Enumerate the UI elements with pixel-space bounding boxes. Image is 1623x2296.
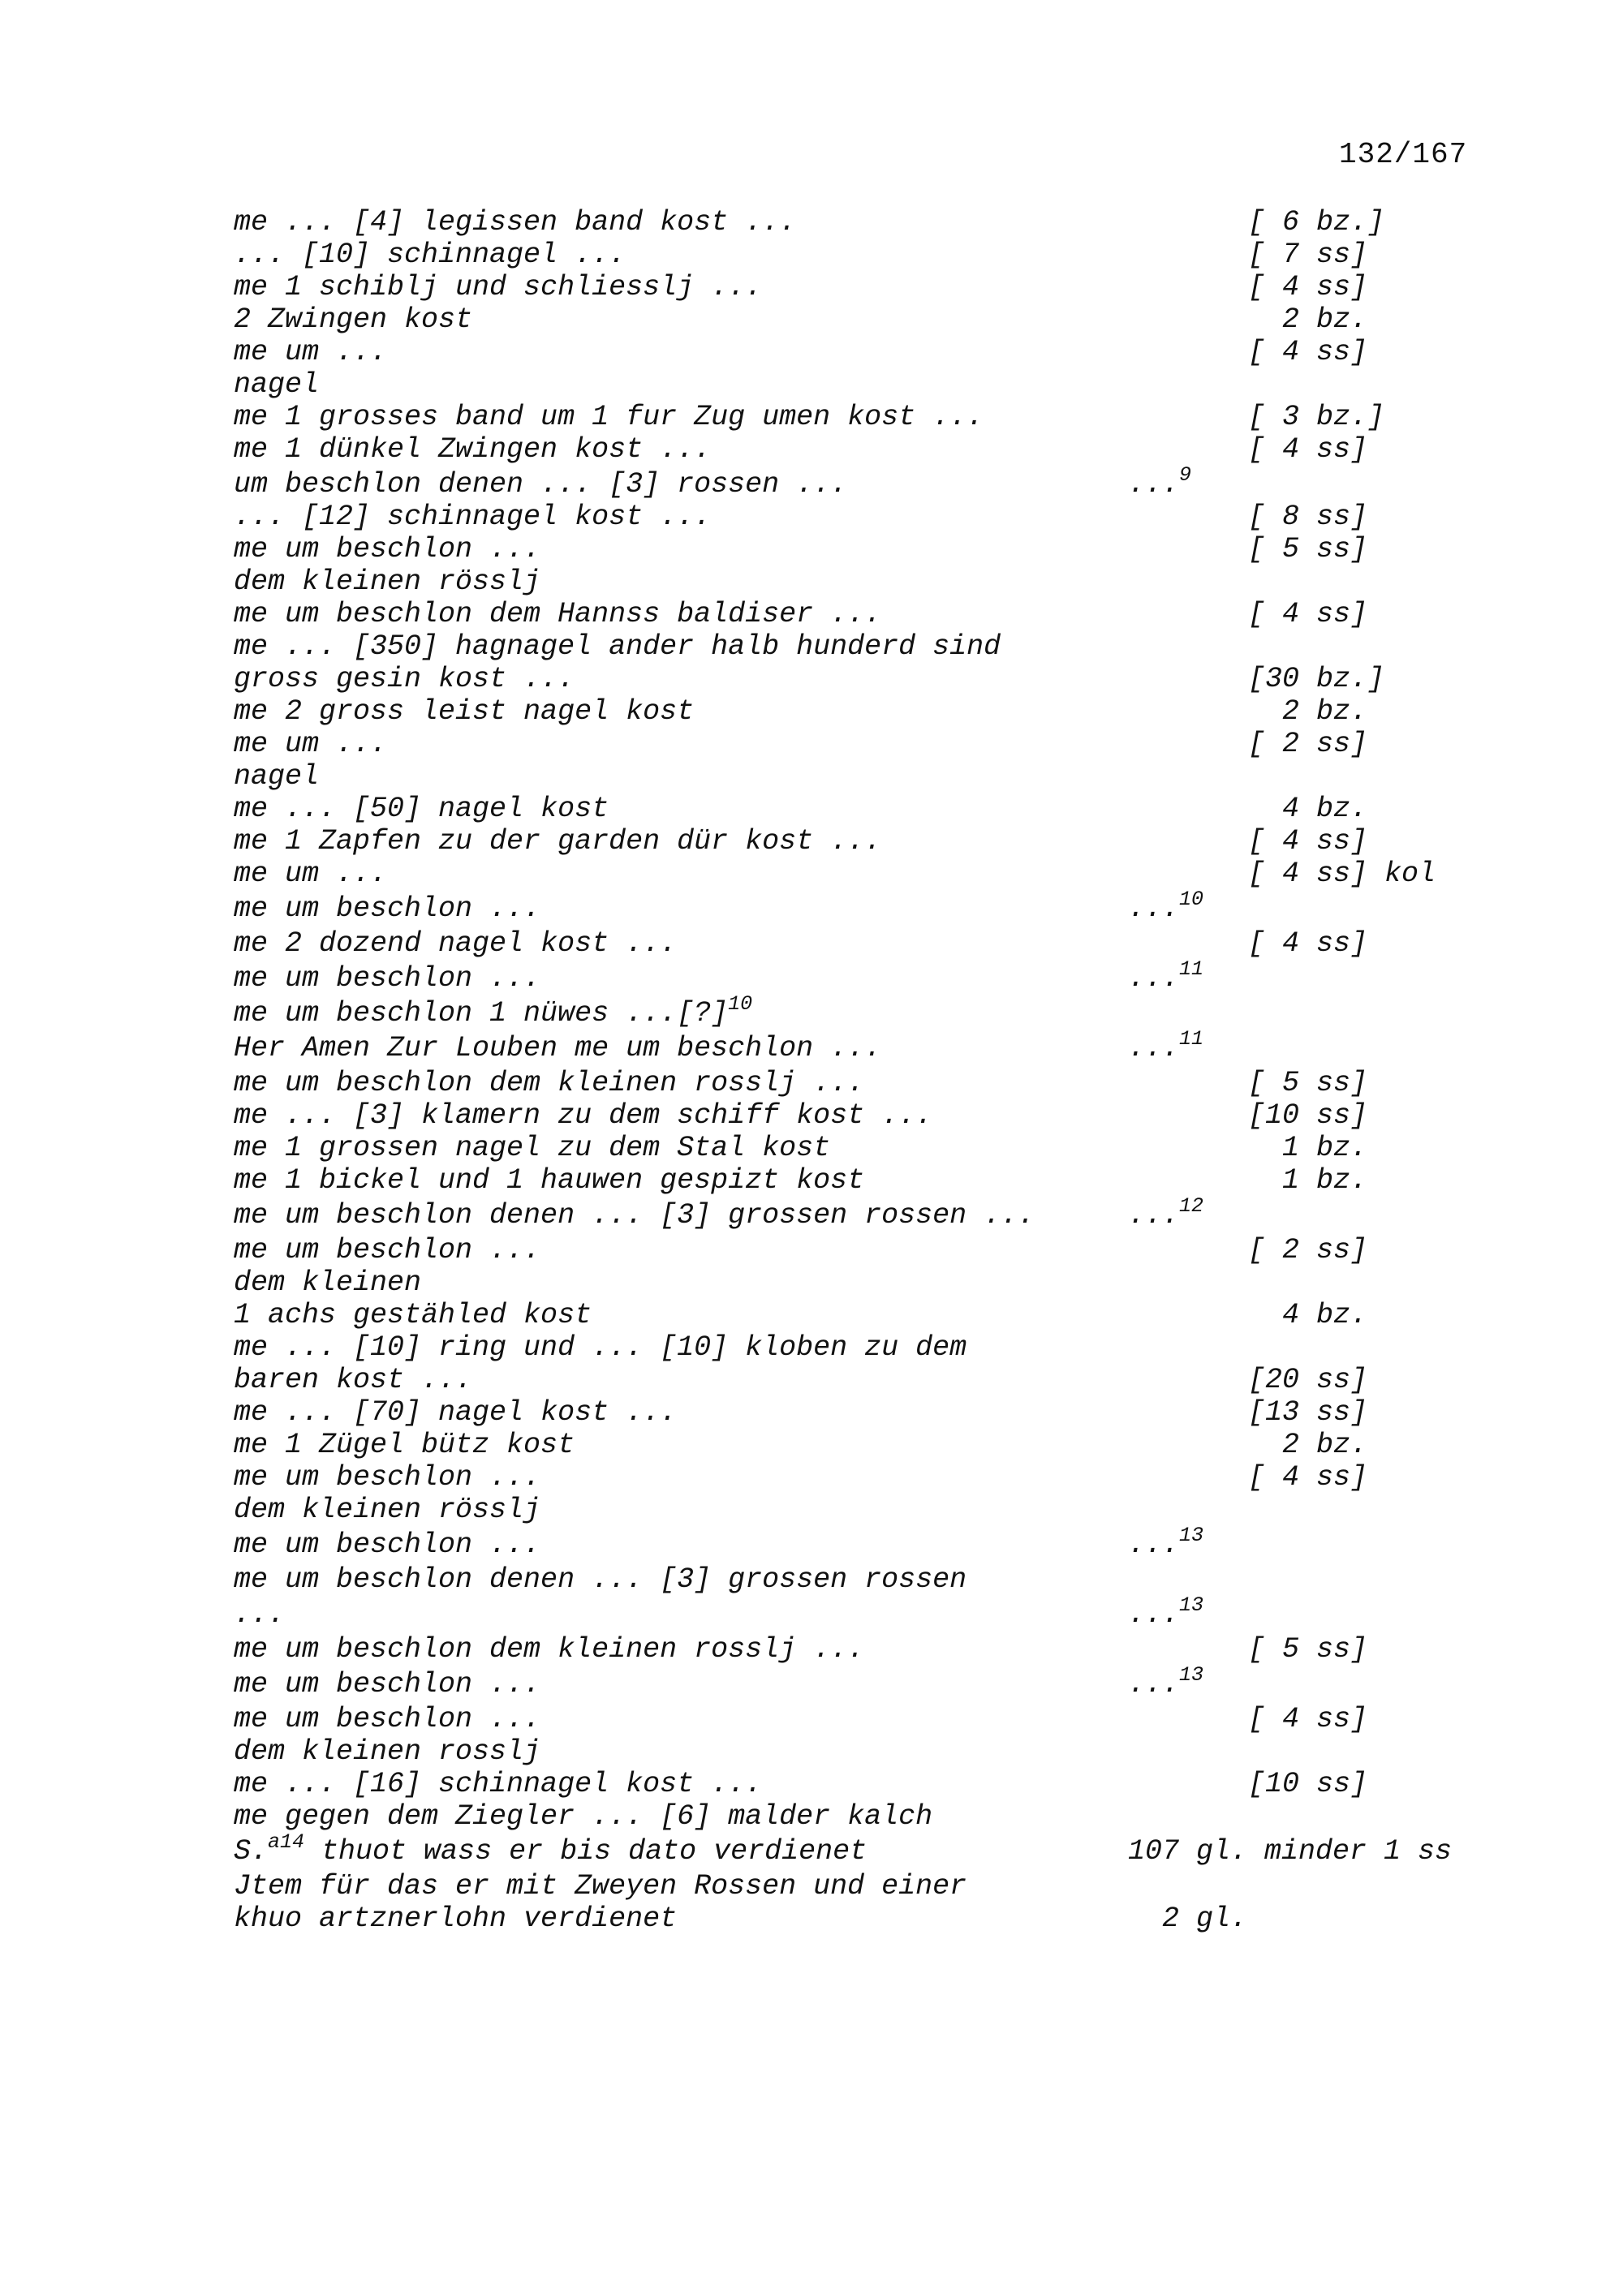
entry-description: me ... [350] hagnagel ander halb hunderd sind [234,630,1001,663]
entry-amount: 4 bz. [1248,793,1368,825]
entry-description: me ... [3] klamern zu dem schiff kost ... [234,1099,933,1132]
entry-text [234,401,984,433]
entry-amount: [ 4 ss] [1248,927,1368,960]
entry-text [234,271,762,303]
entry-description: me um beschlon dem kleinen rosslj ... [234,1067,865,1099]
entry-amount: [ 4 ss] [1248,825,1368,858]
entry-description: me ... [50] nagel kost [234,793,609,825]
entry-amount: [ 4 ss] [1248,1461,1368,1494]
entry-description: Her Amen Zur Louben me um beschlon ... [234,1032,882,1064]
entry-amount: [ 4 ss] [1248,433,1368,466]
entry-description: me 2 dozend nagel kost ... [234,927,678,960]
entry-description: me um ... [234,336,388,368]
entry-marker [1128,1524,1204,1561]
entry-text [234,1331,966,1364]
entry-amount: [ 8 ss] [1248,501,1368,533]
entry-amount: [ 4 ss] [1248,598,1368,630]
entry-text [234,760,319,793]
footnote-ref: 10 [728,992,753,1016]
entry-marker [1128,1903,1247,1935]
marker-text: ... [1128,468,1180,501]
entry-amount: [ 4 ss] [1248,1703,1368,1735]
footnote-ref: 10 [1179,888,1204,911]
entry-amount: [ 4 ss] kol [1248,858,1436,890]
entry-amount: [ 5 ss] [1248,1633,1368,1666]
entry-marker [1128,1027,1204,1064]
entry-text [234,1132,830,1164]
entry-description: me um beschlon ... [234,962,541,995]
entry-amount: [ 2 ss] [1248,1234,1368,1266]
entry-text [234,598,881,630]
entry-description: me um beschlon 1 nüwes ...[?] [234,997,729,1030]
entry-description: khuo artznerlohn verdienet [234,1903,678,1935]
entry-text [234,1364,472,1396]
entry-amount: [ 3 bz.] [1248,401,1385,433]
entry-text [234,892,540,925]
entry-description: me 1 Zügel bütz kost [234,1429,575,1461]
entry-description: ... [12] schinnagel kost ... [234,501,712,533]
entry-description: me um beschlon dem Hannss baldiser ... [234,598,882,630]
entry-text [234,630,1001,663]
entry-amount: [ 5 ss] [1248,533,1368,565]
page-number: 132/167 [1339,138,1468,171]
entry-prefix: S. [234,1835,269,1868]
entry-amount: [ 6 bz.] [1248,206,1385,239]
entry-description: me um beschlon ... [234,892,541,925]
entry-text [234,1164,864,1197]
entry-amount: [10 ss] [1248,1768,1368,1800]
entry-description: 1 achs gestähled kost [234,1299,592,1331]
entry-description: me ... [70] nagel kost ... [234,1396,678,1429]
entry-text [234,1668,540,1701]
entry-description: me um ... [234,728,388,760]
entry-text [234,1494,540,1526]
entry-text [234,663,575,695]
marker-text: ... [1128,1598,1180,1631]
entry-text [234,1768,762,1800]
entry-description: me um ... [234,858,388,890]
entry-text [234,825,881,858]
marker-text: ... [1128,1032,1180,1064]
entry-text [234,336,387,368]
entry-description: baren kost ... [234,1364,473,1396]
entry-text [234,1633,864,1666]
entry-text [234,695,694,728]
entry-amount: 2 bz. [1248,303,1368,336]
entry-text [234,728,387,760]
entry-text [234,1461,540,1494]
entry-description: nagel [234,760,320,793]
entry-description: me 1 bickel und 1 hauwen gespizt kost [234,1164,865,1197]
marker-text: ... [1128,892,1180,925]
entry-text [234,468,847,501]
entry-marker [1128,1593,1204,1631]
entry-marker [1128,463,1192,501]
entry-description: me 1 grosses band um 1 fur Zug umen kost ... [234,401,984,433]
entry-text [234,927,677,960]
entry-text [234,1870,966,1903]
entry-description: nagel [234,368,320,401]
entry-text [234,1903,677,1935]
entry-text [234,858,387,890]
entry-description: thuot wass er bis dato verdienet [304,1835,867,1868]
entry-text [234,1266,421,1299]
marker-text: ... [1128,1199,1180,1232]
footnote-ref: a14 [268,1830,305,1854]
entry-amount: [ 5 ss] [1248,1067,1368,1099]
entry-text [234,793,609,825]
entry-amount: 2 bz. [1248,1429,1368,1461]
entry-text [234,1703,540,1735]
entry-text [234,992,753,1030]
entry-amount: [ 7 ss] [1248,239,1368,271]
entry-text [234,1299,592,1331]
marker-text: ... [1128,1529,1180,1561]
entry-text [234,501,711,533]
marker-text: 107 gl. minder 1 ss [1128,1835,1453,1868]
entry-amount: 2 bz. [1248,695,1368,728]
entry-amount: [10 ss] [1248,1099,1368,1132]
entry-description: ... [10] schinnagel ... [234,239,626,271]
entry-description: gross gesin kost ... [234,663,575,695]
entry-text [234,1800,932,1833]
entry-text [234,433,711,466]
entry-description: dem kleinen [234,1266,422,1299]
entry-text [234,565,540,598]
entry-marker [1128,1835,1452,1868]
entry-description: dem kleinen rösslj [234,1494,541,1526]
entry-description: me 1 schiblj und schliesslj ... [234,271,763,303]
entry-description: me ... [16] schinnagel kost ... [234,1768,763,1800]
entry-text [234,1598,285,1631]
entry-text [234,1396,677,1429]
footnote-ref: 13 [1179,1524,1204,1547]
entry-description: me ... [10] ring und ... [10] kloben zu dem [234,1331,967,1364]
entry-description: me 1 grossen nagel zu dem Stal kost [234,1132,831,1164]
entry-description: me um beschlon dem kleinen rosslj ... [234,1633,865,1666]
entry-amount: [ 4 ss] [1248,336,1368,368]
footnote-ref: 11 [1179,1027,1204,1051]
entry-amount: 1 bz. [1248,1132,1368,1164]
entry-amount: [ 4 ss] [1248,271,1368,303]
entry-description: dem kleinen rosslj [234,1735,541,1768]
entry-text [234,1067,864,1099]
entry-description: me ... [4] legissen band kost ... [234,206,797,239]
entry-text [234,962,540,995]
marker-text: 2 gl. [1128,1903,1248,1935]
entry-description: me um beschlon ... [234,533,541,565]
entry-description: me um beschlon ... [234,1668,541,1701]
entry-description: me um beschlon ... [234,1529,541,1561]
entry-marker [1128,1663,1204,1701]
entry-text [234,1529,540,1561]
entry-description: me um beschlon denen ... [3] grossen rossen ... [234,1199,1035,1232]
entry-description: Jtem für das er mit Zweyen Rossen und einer [234,1870,967,1903]
footnote-ref: 9 [1179,463,1192,487]
entry-text [234,1735,540,1768]
entry-text [234,206,796,239]
entry-text [234,1234,540,1266]
entry-marker [1128,1194,1204,1232]
entry-amount: 4 bz. [1248,1299,1368,1331]
footnote-ref: 13 [1179,1593,1204,1617]
footnote-ref: 12 [1179,1194,1204,1218]
entry-description: dem kleinen rösslj [234,565,541,598]
entry-text [234,303,472,336]
entry-text [234,1429,575,1461]
marker-text: ... [1128,1668,1180,1701]
entry-description: 2 Zwingen kost [234,303,473,336]
entry-text [234,1563,966,1596]
entry-text [234,368,319,401]
entry-text [234,1199,1035,1232]
entry-description: me um beschlon denen ... [3] grossen rossen [234,1563,967,1596]
entry-description: me um beschlon ... [234,1234,541,1266]
entry-description: um beschlon denen ... [3] rossen ... [234,468,848,501]
entry-text [234,1032,881,1064]
footnote-ref: 11 [1179,957,1204,981]
entry-text [234,1099,932,1132]
footnote-ref: 13 [1179,1663,1204,1687]
entry-marker [1128,957,1204,995]
entry-text [234,1830,867,1868]
entry-description: me 1 Zapfen zu der garden dür kost ... [234,825,882,858]
entry-description: me gegen dem Ziegler ... [6] malder kalch [234,1800,933,1833]
entry-amount: [ 2 ss] [1248,728,1368,760]
entry-text [234,239,626,271]
marker-text: ... [1128,962,1180,995]
entry-marker [1128,888,1204,925]
entry-description: me 1 dünkel Zwingen kost ... [234,433,712,466]
entry-description: me 2 gross leist nagel kost [234,695,695,728]
entry-amount: [20 ss] [1248,1364,1368,1396]
entry-amount: 1 bz. [1248,1164,1368,1197]
entry-amount: [30 bz.] [1248,663,1385,695]
entry-text [234,533,540,565]
entry-description: ... [234,1598,286,1631]
entry-description: me um beschlon ... [234,1703,541,1735]
entry-amount: [13 ss] [1248,1396,1368,1429]
entry-description: me um beschlon ... [234,1461,541,1494]
